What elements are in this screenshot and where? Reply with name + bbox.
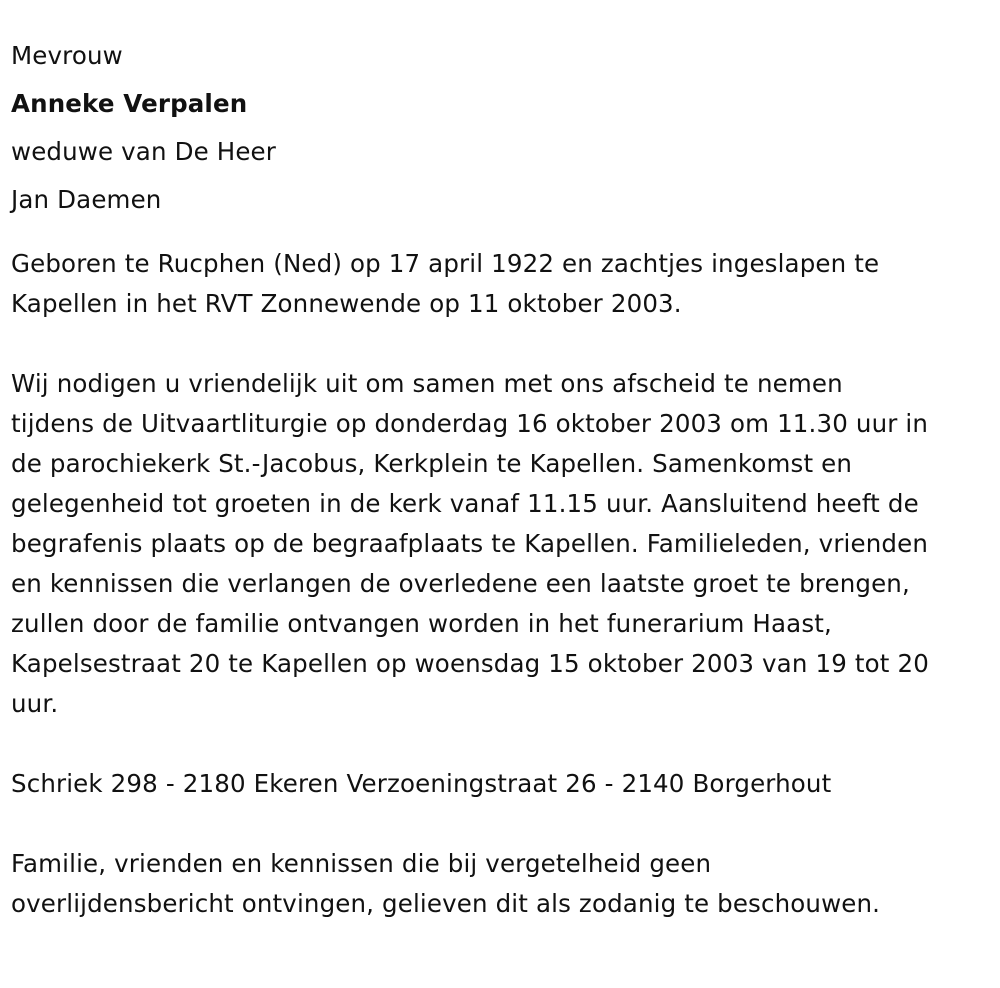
family-address: Schriek 298 - 2180 Ekeren Verzoeningstraat 26 - 2140 Borgerhout — [11, 769, 832, 798]
notice-paragraph — [11, 844, 996, 924]
text-line: zullen door de familie ontvangen worden in het funerarium Haast, — [11, 609, 832, 638]
text-line: de parochiekerk St.-Jacobus, Kerkplein te Kapellen. Samenkomst en — [11, 449, 853, 478]
birth-death-paragraph — [11, 244, 996, 324]
text-line: Kapelsestraat 20 te Kapellen op woensdag 15 oktober 2003 van 19 tot 20 — [11, 649, 929, 678]
text-line: begrafenis plaats op de begraafplaats te Kapellen. Familieleden, vrienden — [11, 529, 929, 558]
funeral-invitation-paragraph — [11, 364, 996, 724]
text-line: gelegenheid tot groeten in de kerk vanaf 11.15 uur. Aansluitend heeft de — [11, 489, 919, 518]
text-line: overlijdensbericht ontvingen, gelieven dit als zodanig te beschouwen. — [11, 889, 881, 918]
text-line: Familie, vrienden en kennissen die bij vergetelheid geen — [11, 849, 712, 878]
text-line: uur. — [11, 689, 59, 718]
text-line: Wij nodigen u vriendelijk uit om samen met ons afscheid te nemen — [11, 369, 843, 398]
deceased-name: Anneke Verpalen — [11, 89, 248, 118]
text-line: Geboren te Rucphen (Ned) op 17 april 1922 en zachtjes ingeslapen te — [11, 249, 880, 278]
salutation: Mevrouw — [11, 41, 123, 70]
text-line: en kennissen die verlangen de overledene een laatste groet te brengen, — [11, 569, 910, 598]
spouse-name: Jan Daemen — [11, 185, 162, 214]
text-line: tijdens de Uitvaartliturgie op donderdag 16 oktober 2003 om 11.30 uur in — [11, 409, 929, 438]
text-line: Kapellen in het RVT Zonnewende op 11 oktober 2003. — [11, 289, 682, 318]
obituary-page — [0, 32, 1000, 988]
relation-text: weduwe van De Heer — [11, 137, 276, 166]
